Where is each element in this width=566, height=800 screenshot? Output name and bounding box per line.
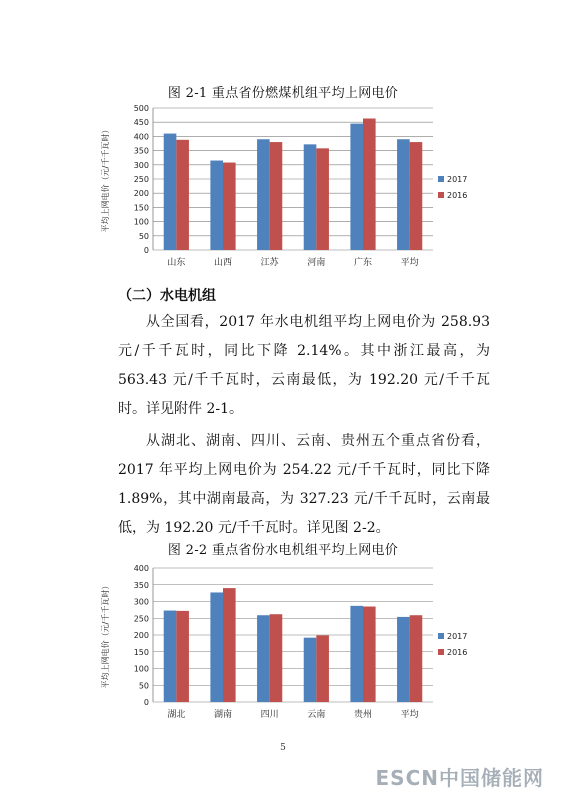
bar-2017: [350, 124, 363, 250]
bar-2016: [223, 163, 236, 250]
page-number: 5: [280, 743, 286, 753]
x-tick-label: 山东: [167, 258, 186, 268]
bar-2017: [257, 615, 270, 702]
x-tick-label: 贵州: [353, 710, 373, 720]
paragraph: 从全国看，2017 年水电机组平均上网电价为 258.93 元/千千瓦时，同比下降 2.14%。其中浙江最高，为 563.43 元/千千瓦时，云南最低，为 192.20 元/千千瓦时。详见附件 2-1。: [118, 314, 490, 417]
x-tick-label: 湖南: [213, 710, 233, 720]
bar-2016: [363, 119, 376, 250]
legend-label: 2016: [447, 648, 468, 657]
bar-2017: [350, 606, 363, 702]
chart-title: 图 2-1 重点省份燃煤机组平均上网电价: [167, 86, 399, 101]
paragraph: 从湖北、湖南、四川、云南、贵州五个重点省份看，2017 年平均上网电价为 254.22 元/千千瓦时，同比下降 1.89%，其中湖南最高，为 327.23 元/千千瓦时，云南最低，为 192.20 元/千千瓦时。详见图 2-2。: [118, 433, 490, 536]
y-tick-label: 150: [133, 203, 149, 213]
bar-2017: [210, 161, 223, 250]
x-tick-label: 山西: [213, 258, 233, 268]
y-tick-label: 450: [133, 118, 149, 128]
bar-2017: [397, 139, 410, 250]
x-tick-label: 四川: [260, 710, 279, 720]
legend-swatch: [438, 633, 444, 639]
chart-title: 图 2-2 重点省份水电机组平均上网电价: [167, 543, 399, 558]
y-tick-label: 50: [138, 231, 149, 241]
y-axis-label: 平均上网电价（元/千千瓦时）: [101, 125, 110, 233]
x-tick-label: 平均: [400, 258, 419, 268]
bar-2017: [397, 617, 410, 702]
section-heading: （二）水电机组: [118, 288, 216, 304]
y-tick-label: 150: [133, 647, 149, 657]
y-tick-label: 0: [143, 246, 149, 255]
bar-2017: [164, 134, 177, 250]
y-tick-label: 350: [133, 146, 149, 156]
y-tick-label: 200: [133, 631, 149, 640]
bar-2017: [257, 139, 270, 250]
bar-2016: [410, 615, 423, 702]
bar-2016: [270, 614, 283, 702]
y-tick-label: 400: [133, 132, 149, 142]
bar-2017: [210, 592, 223, 702]
bar-2017: [164, 611, 177, 702]
y-tick-label: 300: [133, 160, 149, 170]
y-tick-label: 350: [133, 580, 149, 590]
y-tick-label: 300: [133, 597, 149, 607]
bar-2017: [304, 638, 317, 702]
bar-2016: [223, 588, 236, 702]
x-tick-label: 江苏: [260, 258, 279, 268]
x-tick-label: 湖北: [167, 710, 186, 720]
bar-2016: [316, 148, 329, 250]
y-tick-label: 100: [133, 217, 149, 227]
watermark-logo: ESCN中国储能网: [375, 766, 544, 790]
x-tick-label: 云南: [307, 710, 326, 720]
bar-chart-coal: [100, 100, 468, 280]
bar-2017: [304, 144, 317, 250]
y-tick-label: 0: [143, 698, 149, 707]
bar-2016: [410, 142, 423, 250]
y-axis-label: 平均上网电价（元/千千瓦时）: [101, 581, 110, 689]
legend-swatch: [438, 192, 444, 198]
legend-label: 2017: [447, 632, 468, 641]
bar-2016: [363, 607, 376, 702]
y-tick-label: 250: [133, 614, 149, 624]
bar-chart-hydro: [100, 560, 468, 730]
x-tick-label: 河南: [307, 258, 326, 268]
y-tick-label: 50: [138, 681, 149, 691]
bar-2016: [316, 635, 329, 702]
y-tick-label: 200: [133, 189, 149, 199]
legend-label: 2017: [447, 175, 468, 184]
y-tick-label: 100: [133, 664, 149, 674]
legend-swatch: [438, 176, 444, 182]
bar-2016: [176, 140, 189, 250]
x-tick-label: 平均: [400, 710, 419, 720]
x-tick-label: 广东: [353, 258, 373, 268]
bar-2016: [176, 611, 189, 702]
bar-2016: [270, 142, 283, 250]
legend-label: 2016: [447, 191, 468, 200]
y-tick-label: 250: [133, 175, 149, 184]
legend-swatch: [438, 649, 444, 655]
y-tick-label: 400: [133, 564, 149, 573]
y-tick-label: 500: [133, 104, 149, 113]
